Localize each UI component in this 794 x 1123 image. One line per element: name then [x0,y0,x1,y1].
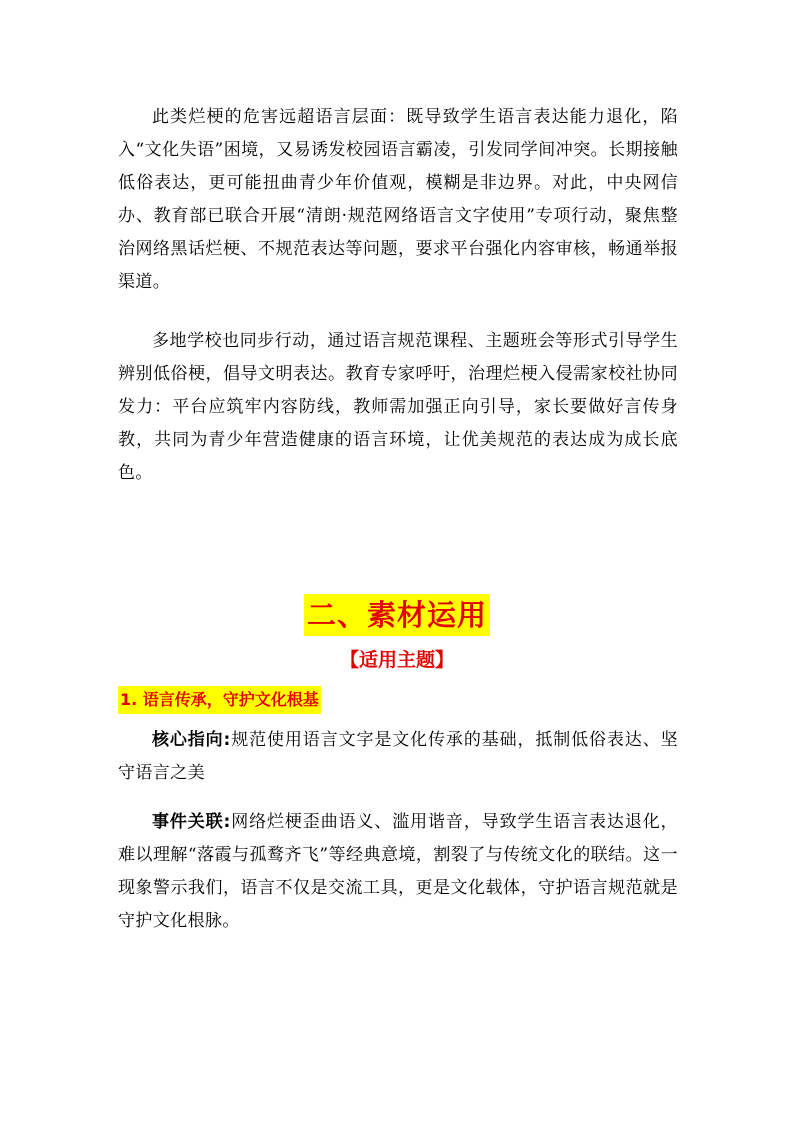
core-direction-label: 核心指向: [152,730,231,750]
event-link-text: 网络烂梗歪曲语义、滥用谐音，导致学生语言表达退化，难以理解“落霞与孤鹜齐飞”等经典意境，割裂了与传统文化的联结。这一现象警示我们，语言不仅是交流工具，更是文化载体，守护语言规范就是守护文化根脉。 [118,812,678,931]
section-title [0,594,794,636]
section-title-text: 二、素材运用 [304,594,490,636]
core-direction-text: 规范使用语言文字是文化传承的基础，抵制低俗表达、坚守语言之美 [118,730,678,783]
body-paragraph-harm: 此类烂梗的危害远超语言层面：既导致学生语言表达能力退化，陷入“文化失语”困境，又易诱发校园语言霸凌，引发同学间冲突。长期接触低俗表达，更可能扭曲青少年价值观，模糊是非边界。对此，中央网信办、教育部已联合开展“清朗·规范网络语言文字使用”专项行动，聚焦整治网络黑话烂梗、不规范表达等问题，要求平台强化内容审核，畅通举报渠道。 [118,107,678,292]
section-subtitle: 【适用主题】 [339,649,454,671]
theme-heading: 1. 语言传承，守护文化根基 [118,686,321,714]
event-link-label: 事件关联: [152,812,231,832]
core-direction-paragraph [118,724,678,790]
event-link-paragraph [118,806,678,938]
body-paragraph-schools: 多地学校也同步行动，通过语言规范课程、主题班会等形式引导学生辨别低俗梗，倡导文明表达。教育专家呼吁，治理烂梗入侵需家校社协同发力：平台应筑牢内容防线，教师需加强正向引导，家长要做好言传身教，共同为青少年营造健康的语言环境，让优美规范的表达成为成长底色。 [118,331,678,483]
